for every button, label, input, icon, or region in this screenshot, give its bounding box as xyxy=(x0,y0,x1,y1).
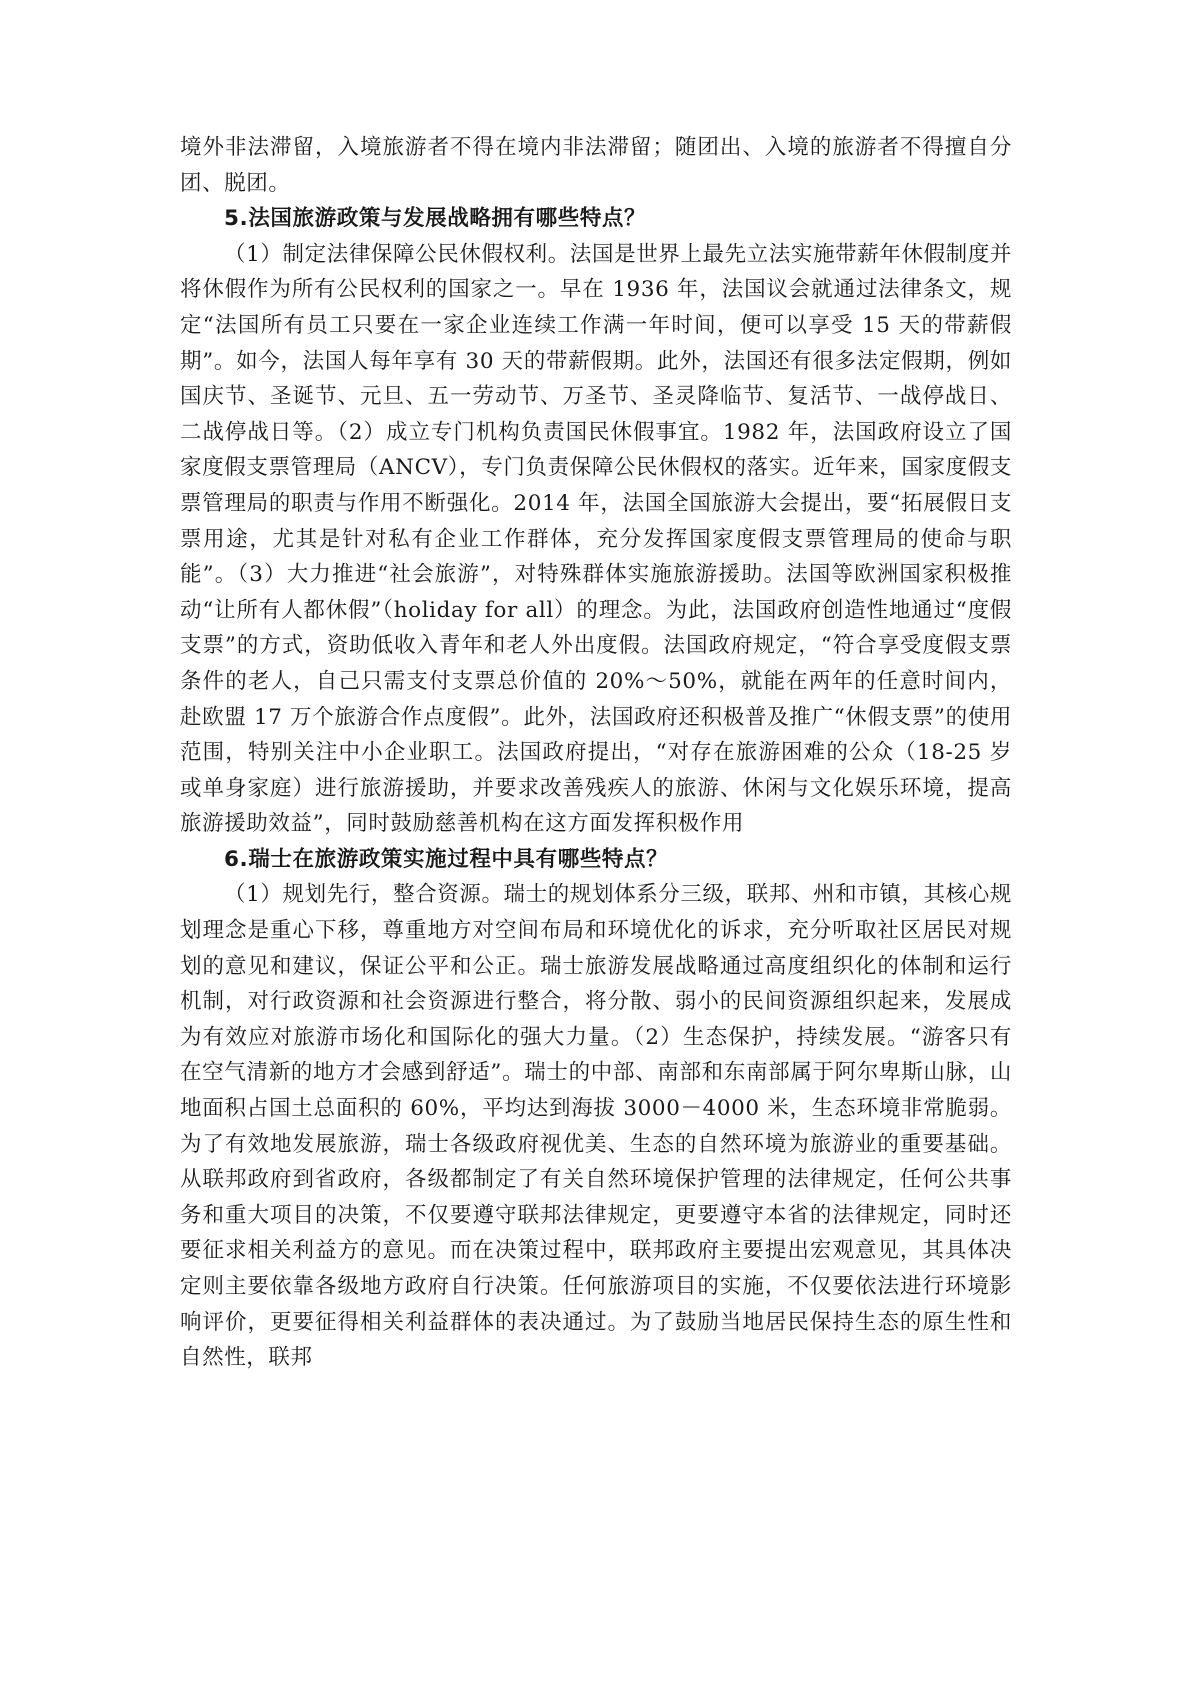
section-6-heading: 6.瑞士在旅游政策实施过程中具有哪些特点？ xyxy=(224,846,669,872)
section-5-body: （1）制定法律保障公民休假权利。法国是世界上最先立法实施带薪年休假制度并将休假作为所有公民权利的国家之一。早在 1936 年，法国议会就通过法律条文，规定“法国所有员工只要在一家企业连续工作满一年时间，便可以享受 15 天的带薪假期”。如今，法国人每年享有 30 天的带薪假期。此外，法国还有很多法定假期，例如国庆节、圣诞节、元旦、五一劳动节、万圣节、圣灵降临节、复活节、一战停战日、二战停战日等。（2）成立专门机构负责国民休假事宜。1982 年，法国政府设立了国家度假支票管理局（ANCV），专门负责保障公民休假权的落实。近年来，国家度假支票管理局的职责与作用不断强化。2014 年，法国全国旅游大会提出，要“拓展假日支票用途，尤其是针对私有企业工作群体，充分发挥国家度假支票管理局的使命与职能”。（3）大力推进“社会旅游”，对特殊群体实施旅游援助。法国等欧洲国家积极推动“让所有人都休假”（holiday for all）的理念。为此，法国政府创造性地通过“度假支票”的方式，资助低收入青年和老人外出度假。法国政府规定，“符合享受度假支票条件的老人，自己只需支付支票总价值的 20%～50%，就能在两年的任意时间内，赴欧盟 17 万个旅游合作点度假”。此外，法国政府还积极普及推广“休假支票”的使用范围，特别关注中小企业职工。法国政府提出，“对存在旅游困难的公众（18-25 岁或单身家庭）进行旅游援助，并要求改善残疾人的旅游、休闲与文化娱乐环境，提高旅游援助效益”，同时鼓励慈善机构在这方面发挥积极作用 xyxy=(180,241,1012,837)
continuation-paragraph: 境外非法滞留，入境旅游者不得在境内非法滞留；随团出、入境的旅游者不得擅自分团、脱团。 xyxy=(180,135,1012,196)
document-page xyxy=(180,130,1012,1376)
section-5-heading: 5.法国旅游政策与发展战略拥有哪些特点？ xyxy=(224,206,647,232)
section-6-body: （1）规划先行，整合资源。瑞士的规划体系分三级，联邦、州和市镇，其核心规划理念是重心下移，尊重地方对空间布局和环境优化的诉求，充分听取社区居民对规划的意见和建议，保证公平和公正。瑞士旅游发展战略通过高度组织化的体制和运行机制，对行政资源和社会资源进行整合，将分散、弱小的民间资源组织起来，发展成为有效应对旅游市场化和国际化的强大力量。（2）生态保护，持续发展。“游客只有在空气清新的地方才会感到舒适”。瑞士的中部、南部和东南部属于阿尔卑斯山脉，山地面积占国土总面积的 60%，平均达到海拔 3000－4000 米，生态环境非常脆弱。为了有效地发展旅游，瑞士各级政府视优美、生态的自然环境为旅游业的重要基础。从联邦政府到省政府，各级都制定了有关自然环境保护管理的法律规定，任何公共事务和重大项目的决策，不仅要遵守联邦法律规定，更要遵守本省的法律规定，同时还要征求相关利益方的意见。而在决策过程中，联邦政府主要提出宏观意见，其具体决定则主要依靠各级地方政府自行决策。任何旅游项目的实施，不仅要依法进行环境影响评价，更要征得相关利益群体的表决通过。为了鼓励当地居民保持生态的原生性和自然性，联邦 xyxy=(180,882,1012,1371)
